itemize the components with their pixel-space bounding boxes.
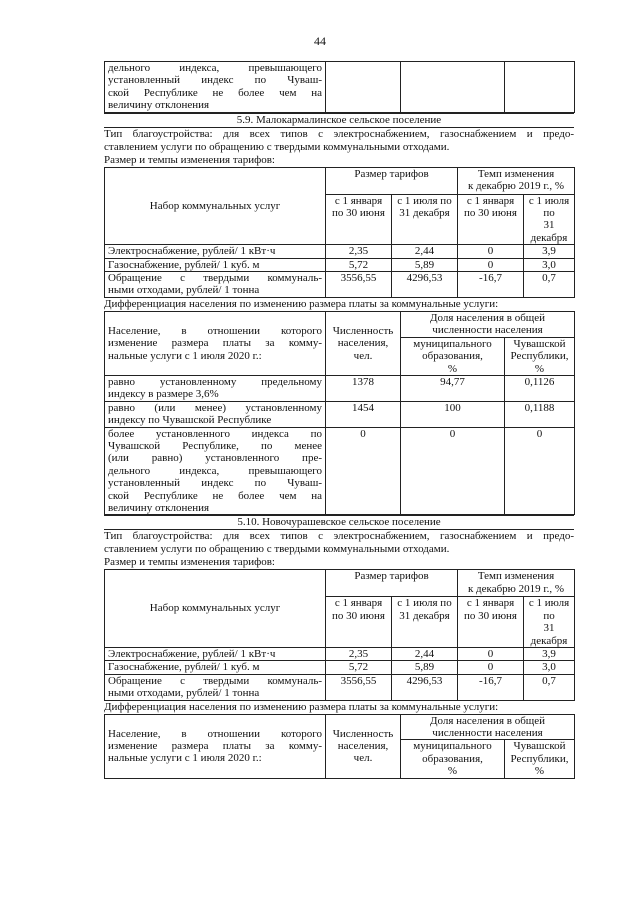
population-category (105, 401, 326, 427)
text-line: нальные услуги с 1 июля 2020 г.: (108, 752, 262, 765)
text-line: 31 декабря (399, 609, 450, 622)
text-line: ставлением услуги по обращению с твердыми коммунальными отходами. (104, 543, 450, 556)
text-line: ными отходами, рублей/ 1 тонна (108, 284, 260, 297)
column-header-tariff-size: Размер тарифов (326, 570, 458, 597)
tariffs-heading: Размер и темпы изменения тарифов: (104, 556, 275, 569)
text-line: более установленного индекса по (108, 427, 322, 440)
text-line: равно установленному предельному (108, 375, 322, 388)
table-row (105, 258, 575, 271)
column-header-change-rate (458, 167, 575, 194)
text-line: Население, в отношении которого (108, 324, 322, 337)
subheader-jan-jun (326, 597, 392, 648)
population-count: 1378 (326, 375, 401, 401)
text-line: по 30 июня (464, 609, 517, 622)
text-line: по 30 июня (332, 609, 385, 622)
subheader-republic (505, 740, 575, 778)
subheader-jan-jun (458, 597, 524, 648)
text-line: ской Республике не более чем на (108, 489, 322, 502)
text-line: Тип благоустройства: для всех типов с электроснабжением, газоснабжением и предо- (104, 127, 574, 140)
column-header-service: Набор коммунальных услуг (105, 167, 326, 245)
text-line: численности населения (432, 324, 543, 337)
text-line: с 1 января (466, 597, 515, 610)
tariff-value: 0 (458, 661, 524, 674)
text-line: 31 декабря (530, 219, 568, 244)
text-line: Численность (332, 324, 394, 337)
table-row (105, 674, 575, 700)
service-name (105, 648, 326, 661)
text-line: образования, (422, 350, 483, 363)
subheader-jul-dec (524, 194, 575, 245)
page-number: 44 (314, 34, 326, 48)
population-count: 1454 (326, 401, 401, 427)
tariff-value: 5,89 (392, 661, 458, 674)
share-municipality: 94,77 (401, 375, 505, 401)
text-line: % (447, 362, 458, 375)
column-header-service: Набор коммунальных услуг (105, 570, 326, 648)
tariff-value: 2,44 (392, 245, 458, 258)
tariff-value: 3,0 (524, 661, 575, 674)
text-line: с 1 июля по (397, 597, 452, 610)
text-line: чел. (353, 752, 373, 765)
text-line: равно (или менее) установленному (108, 401, 322, 414)
text-line: Обращение с твердыми коммуналь- (108, 674, 322, 687)
text-line: 31 декабря (530, 622, 568, 647)
tariff-value: 3556,55 (326, 674, 392, 700)
share-municipality: 100 (401, 401, 505, 427)
text-line: ской Республике не более чем на (108, 86, 322, 99)
subheader-republic (505, 337, 575, 375)
text-line: чел. (353, 349, 373, 362)
subheader-jul-dec (524, 597, 575, 648)
tariff-value: -16,7 (458, 272, 524, 298)
share-republic: 0 (505, 427, 575, 515)
text-line: населения, (337, 739, 389, 752)
text-line: изменение размера платы за комму- (108, 739, 322, 752)
text-line: Темп изменения (477, 570, 555, 583)
text-line: дельного индекса, превышающего (108, 62, 322, 74)
text-line: Республики, (510, 752, 569, 765)
tariff-value: 3,0 (524, 258, 575, 271)
table-row (105, 401, 575, 427)
differentiation-table (104, 311, 575, 516)
text-line: индексу по Чувашской Республике (108, 414, 272, 427)
text-line: установленный индекс по Чуваш- (108, 74, 322, 87)
tariff-value: 2,35 (326, 245, 392, 258)
differentiation-heading: Дифференциация населения по изменению размера платы за коммунальные услуги: (104, 297, 499, 310)
table-row (105, 245, 575, 258)
text-line: Республики, (510, 350, 569, 363)
text-line: % (534, 362, 545, 375)
table-row (105, 272, 575, 298)
text-line: индексу в размере 3,6% (108, 388, 219, 401)
improvement-type-text (104, 128, 574, 154)
tariff-value: 0 (458, 648, 524, 661)
section-title: 5.9. Малокармалинское сельское поселение (104, 113, 574, 128)
tariff-value: 4296,53 (392, 674, 458, 700)
text-line: численности населения (432, 727, 543, 740)
text-line: % (534, 765, 545, 778)
share-municipality: 0 (401, 427, 505, 515)
text-line: Население, в отношении которого (108, 727, 322, 740)
text-line: ными отходами, рублей/ 1 тонна (108, 687, 260, 700)
differentiation-heading: Дифференциация населения по изменению размера платы за коммунальные услуги: (104, 700, 499, 713)
subheader-municipality (401, 740, 505, 778)
text-line: 31 декабря (399, 207, 450, 220)
tariff-value: 5,72 (326, 661, 392, 674)
text-line: Обращение с твердыми коммуналь- (108, 272, 322, 285)
subheader-jan-jun (458, 194, 524, 245)
column-header-population (105, 714, 326, 778)
tariff-value: 4296,53 (392, 272, 458, 298)
column-header-count (326, 311, 401, 375)
text-line: Темп изменения (477, 167, 555, 180)
text-line: населения, (337, 337, 389, 350)
column-header-count (326, 714, 401, 778)
text-line: величину отклонения (108, 501, 210, 514)
section (104, 515, 574, 778)
text-line: Электроснабжение, рублей/ 1 кВт·ч (108, 648, 276, 660)
text-line: с 1 июля по (397, 194, 452, 207)
population-category (105, 375, 326, 401)
column-header-share (401, 311, 575, 337)
text-line: величину отклонения (108, 99, 210, 112)
tariff-value: 5,72 (326, 258, 392, 271)
tariff-value: -16,7 (458, 674, 524, 700)
tariff-value: 0,7 (524, 272, 575, 298)
table-row (105, 375, 575, 401)
text-line: с 1 января (466, 194, 515, 207)
text-line: установленный индекс по Чуваш- (108, 477, 322, 490)
tariff-value: 2,35 (326, 648, 392, 661)
text-line: Чувашской (513, 740, 566, 753)
tariff-value: 0,7 (524, 674, 575, 700)
text-line: к декабрю 2019 г., % (467, 180, 565, 193)
share-republic: 0,1188 (505, 401, 575, 427)
text-line: с 1 июля по (528, 194, 570, 220)
column-header-population (105, 311, 326, 375)
subheader-jan-jun (326, 194, 392, 245)
text-line: муниципального (413, 337, 492, 350)
text-line: Доля населения в общей (429, 714, 546, 727)
tariffs-heading: Размер и темпы изменения тарифов: (104, 153, 275, 166)
text-line: нальные услуги с 1 июля 2020 г.: (108, 349, 262, 362)
document-body (104, 61, 574, 779)
continued-cell (505, 62, 575, 113)
column-header-tariff-size: Размер тарифов (326, 167, 458, 194)
text-line: ставлением услуги по обращению с твердыми коммунальными отходами. (104, 140, 450, 153)
text-line: Газоснабжение, рублей/ 1 куб. м (108, 258, 260, 271)
text-line: дельного индекса, превышающего (108, 464, 322, 477)
service-name (105, 272, 326, 298)
tariff-value: 2,44 (392, 648, 458, 661)
text-line: к декабрю 2019 г., % (467, 582, 565, 595)
service-name (105, 661, 326, 674)
column-header-share (401, 714, 575, 740)
text-line: по 30 июня (464, 207, 517, 220)
text-line: изменение размера платы за комму- (108, 337, 322, 350)
table-row (105, 427, 575, 515)
service-name (105, 245, 326, 258)
service-name (105, 258, 326, 271)
continued-cell (401, 62, 505, 113)
continued-row-label (105, 62, 326, 113)
tariff-value: 3,9 (524, 648, 575, 661)
tariff-value: 3556,55 (326, 272, 392, 298)
text-line: муниципального (413, 740, 492, 753)
share-republic: 0,1126 (505, 375, 575, 401)
tariff-value: 3,9 (524, 245, 575, 258)
subheader-municipality (401, 337, 505, 375)
tariff-value: 5,89 (392, 258, 458, 271)
text-line: (или равно) установленного пре- (108, 452, 322, 465)
differentiation-table (104, 714, 575, 779)
sections (104, 113, 574, 779)
population-category (105, 427, 326, 515)
tariff-value: 0 (458, 258, 524, 271)
section (104, 113, 574, 516)
text-line: по 30 июня (332, 207, 385, 220)
text-line: Газоснабжение, рублей/ 1 куб. м (108, 661, 260, 674)
tariff-value: 0 (458, 245, 524, 258)
text-line: с 1 июля по (528, 597, 570, 622)
text-line: с 1 января (334, 194, 383, 207)
text-line: Доля населения в общей (429, 311, 546, 324)
subheader-jul-dec (392, 597, 458, 648)
table-row (105, 648, 575, 661)
service-name (105, 674, 326, 700)
text-line: Электроснабжение, рублей/ 1 кВт·ч (108, 245, 276, 258)
continued-table (104, 61, 575, 113)
section-title: 5.10. Новочурашевское сельское поселение (104, 515, 574, 530)
table-row (105, 661, 575, 674)
tariffs-table (104, 569, 575, 700)
text-line: % (447, 765, 458, 778)
tariffs-table (104, 167, 575, 298)
subheader-jul-dec (392, 194, 458, 245)
text-line: Тип благоустройства: для всех типов с электроснабжением, газоснабжением и предо- (104, 530, 574, 543)
population-count: 0 (326, 427, 401, 515)
text-line: Чувашской (513, 337, 566, 350)
text-line: Численность (332, 727, 394, 740)
continued-cell (326, 62, 401, 113)
text-line: с 1 января (334, 597, 383, 610)
improvement-type-text (104, 530, 574, 556)
text-line: Чувашской Республике, по менее (108, 439, 322, 452)
column-header-change-rate (458, 570, 575, 597)
text-line: образования, (422, 752, 483, 765)
